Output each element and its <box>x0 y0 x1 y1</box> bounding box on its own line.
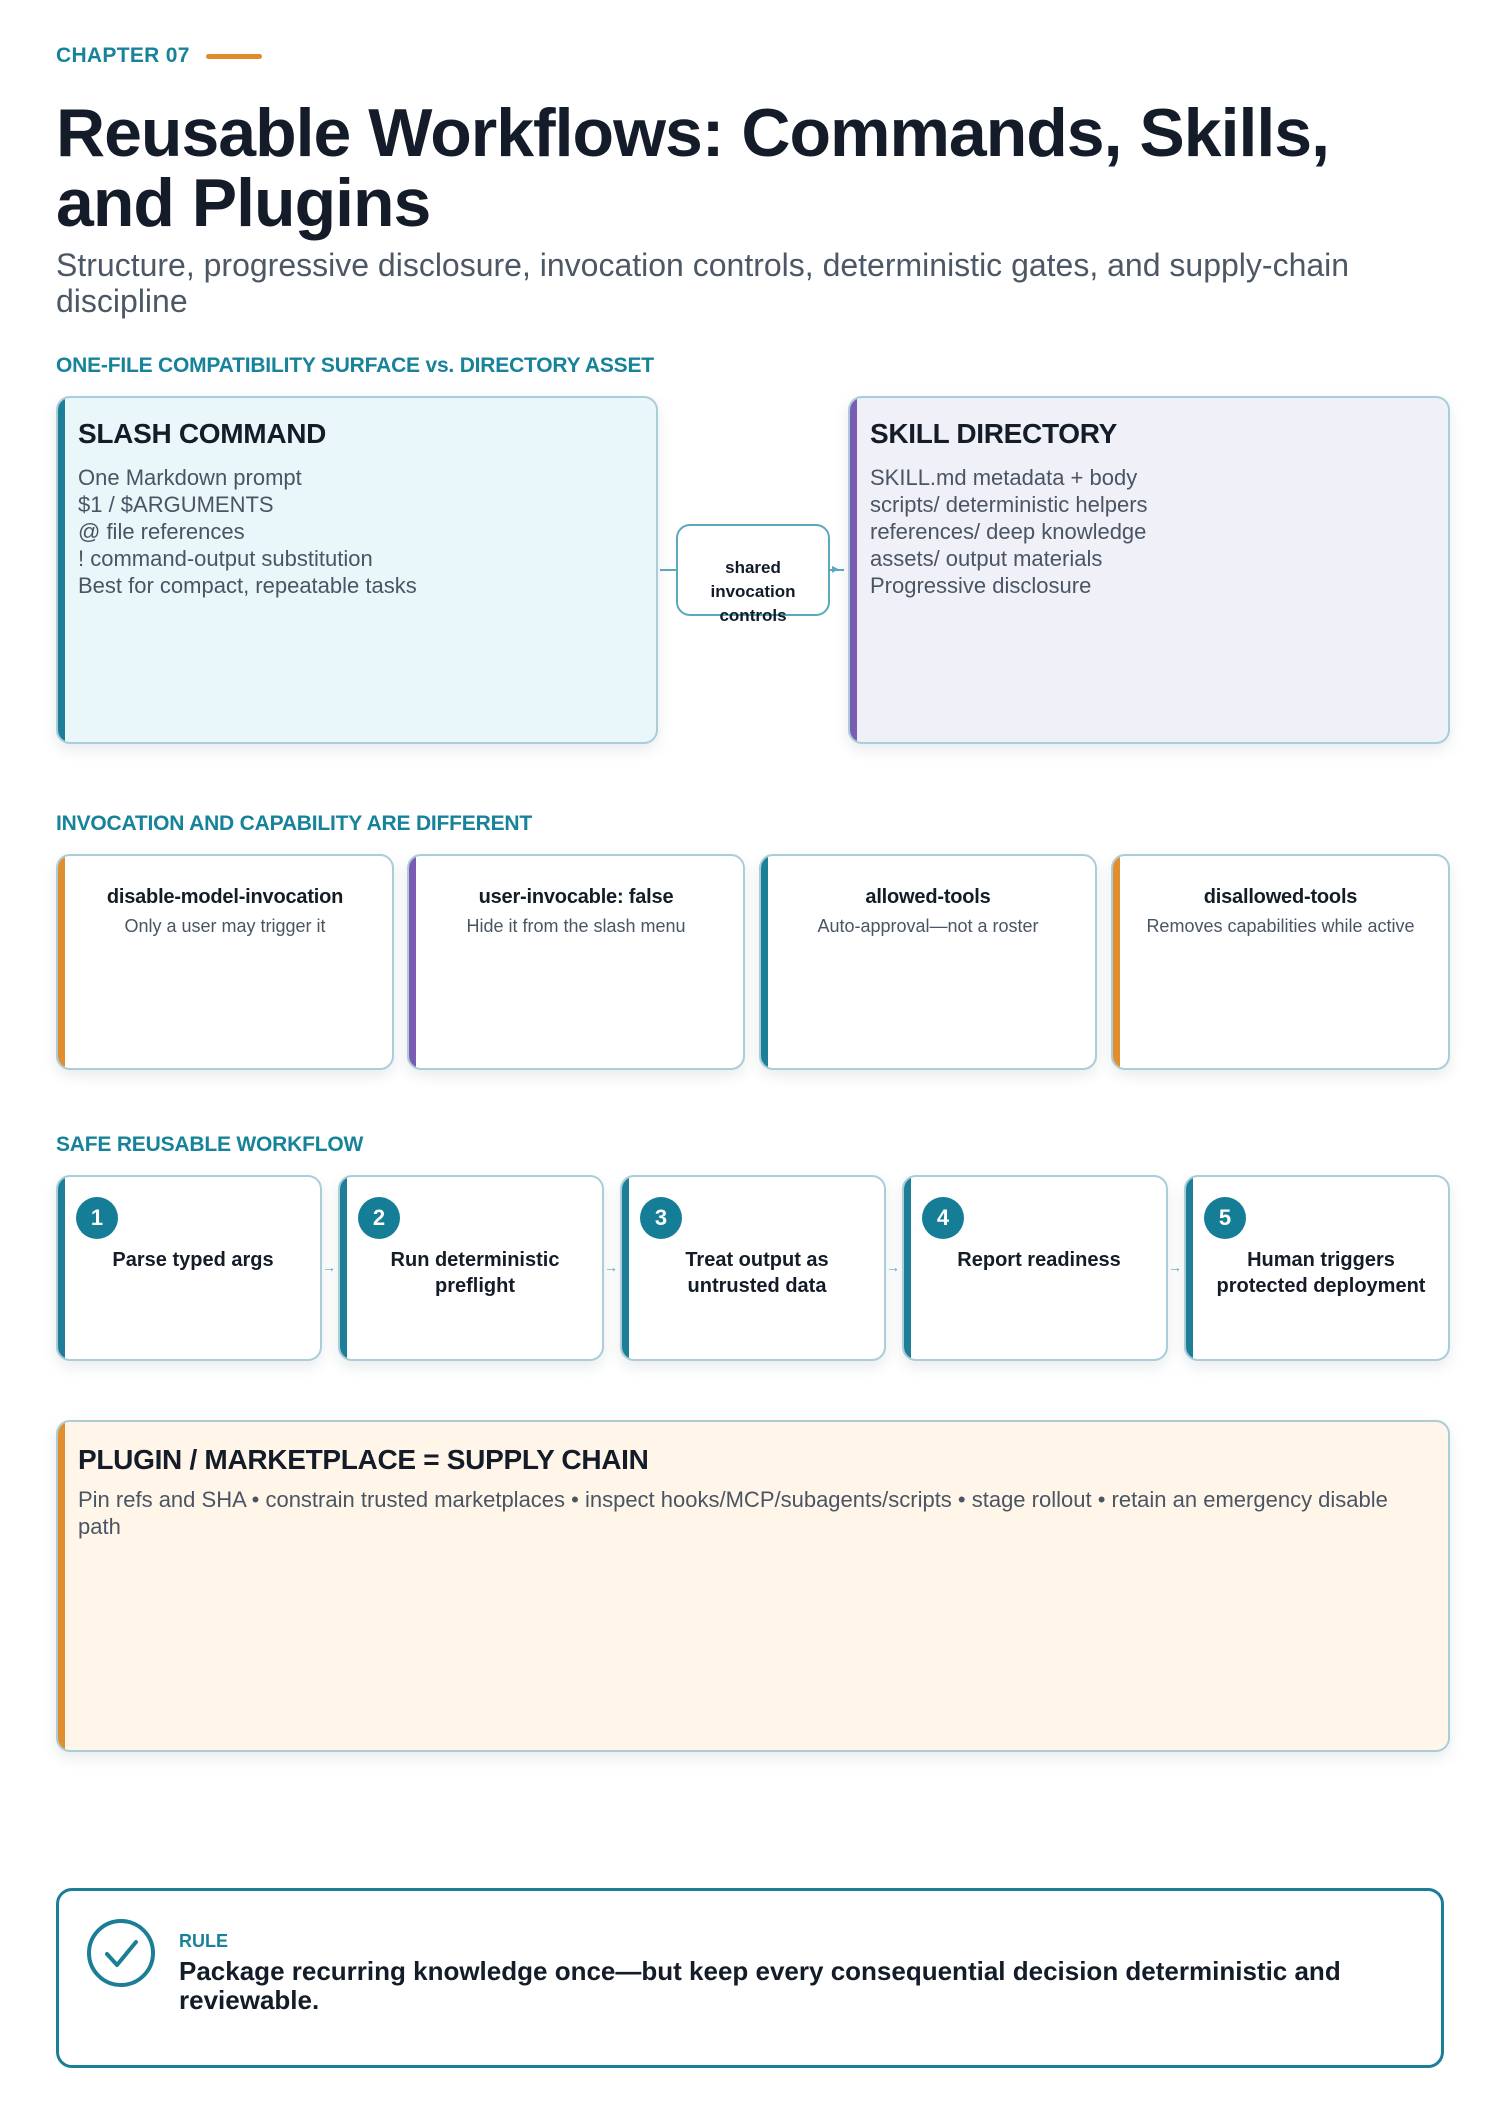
arrow-right-icon: ▸ <box>832 560 840 576</box>
rule-tag: RULE <box>179 1931 228 1951</box>
control-card <box>1111 854 1450 1070</box>
workflow-step <box>338 1175 604 1361</box>
control-title: disable-model-invocation <box>106 886 344 908</box>
shared-invocation-controls <box>676 524 830 625</box>
workflow-step <box>620 1175 886 1361</box>
page-title: Reusable Workflows: Commands, Skills, and Plugins <box>56 95 1329 241</box>
arrow-right-icon: → <box>322 1259 336 1275</box>
skill-line: assets/ output materials <box>870 546 1103 571</box>
skill-directory-title: SKILL DIRECTORY <box>870 418 1118 449</box>
slash-command-card <box>56 396 658 744</box>
control-title: user-invocable: false <box>478 886 674 908</box>
skill-line: references/ deep knowledge <box>870 519 1147 544</box>
card-accent-bar <box>58 1422 65 1750</box>
check-circle-icon <box>85 1917 157 1989</box>
card-accent-bar <box>340 1177 347 1359</box>
step-number: 5 <box>1204 1197 1246 1239</box>
skill-directory-card <box>848 396 1450 744</box>
chapter-label <box>56 44 262 68</box>
skill-line: Progressive disclosure <box>870 573 1092 598</box>
section-label-invocation: INVOCATION AND CAPABILITY ARE DIFFERENT <box>56 812 532 835</box>
workflow-step <box>56 1175 322 1361</box>
slash-line: ! command-output substitution <box>78 546 373 571</box>
skill-line: scripts/ deterministic helpers <box>870 492 1148 517</box>
step-label: Treat output as untrusted data <box>685 1249 829 1297</box>
section-label-workflow: SAFE REUSABLE WORKFLOW <box>56 1133 364 1156</box>
workflow-step <box>1184 1175 1450 1361</box>
step-label: Run deterministic preflight <box>390 1249 560 1297</box>
chapter-number: CHAPTER 07 <box>56 44 190 67</box>
skill-directory-lines <box>870 464 1148 599</box>
card-accent-bar <box>850 398 857 742</box>
control-desc: Hide it from the slash menu <box>466 916 686 936</box>
control-desc: Auto-approval—not a roster <box>817 916 1039 936</box>
skill-line: SKILL.md metadata + body <box>870 465 1138 490</box>
card-accent-bar <box>1186 1177 1193 1359</box>
control-title: disallowed-tools <box>1203 886 1358 908</box>
step-number: 1 <box>76 1197 118 1239</box>
step-label: Report readiness <box>957 1249 1121 1271</box>
rule-text: Package recurring knowledge once—but keep every consequential decision deterministic and reviewable. <box>179 1956 1341 2015</box>
control-desc: Removes capabilities while active <box>1146 916 1415 936</box>
chapter-rule <box>206 54 262 59</box>
step-number: 3 <box>640 1197 682 1239</box>
step-label: Human triggers protected deployment <box>1216 1249 1426 1297</box>
workflow-step <box>902 1175 1168 1361</box>
arrow-right-icon: → <box>604 1259 618 1275</box>
slash-command-title: SLASH COMMAND <box>78 418 327 449</box>
slash-line: Best for compact, repeatable tasks <box>78 573 417 598</box>
rule-callout <box>56 1888 1444 2068</box>
card-accent-bar <box>58 398 65 742</box>
step-number: 4 <box>922 1197 964 1239</box>
page-subtitle: Structure, progressive disclosure, invocation controls, deterministic gates, and supply-chain discipline <box>56 247 1350 319</box>
slash-command-lines <box>78 464 417 599</box>
plugin-text: Pin refs and SHA • constrain trusted marketplaces • inspect hooks/MCP/subagents/scripts • stage rollout • retain an emergency disable path <box>78 1487 1388 1539</box>
slash-line: @ file references <box>78 519 245 544</box>
card-accent-bar <box>58 1177 65 1359</box>
step-number: 2 <box>358 1197 400 1239</box>
card-accent-bar <box>904 1177 911 1359</box>
connector-label: shared invocation controls <box>710 558 796 625</box>
control-desc: Only a user may trigger it <box>124 916 326 936</box>
plugin-supply-chain-card <box>56 1420 1450 1752</box>
slash-line: $1 / $ARGUMENTS <box>78 492 274 517</box>
card-accent-bar <box>622 1177 629 1359</box>
control-card <box>407 854 745 1070</box>
section-label-compat: ONE-FILE COMPATIBILITY SURFACE vs. DIRECTORY ASSET <box>56 354 654 377</box>
control-title: allowed-tools <box>865 886 991 908</box>
control-card <box>759 854 1097 1070</box>
connector-line-left <box>660 569 676 571</box>
control-card <box>56 854 394 1070</box>
arrow-right-icon: → <box>1168 1259 1182 1275</box>
plugin-title: PLUGIN / MARKETPLACE = SUPPLY CHAIN <box>78 1444 649 1475</box>
step-label: Parse typed args <box>112 1249 274 1271</box>
arrow-right-icon: → <box>886 1259 900 1275</box>
slash-line: One Markdown prompt <box>78 465 302 490</box>
